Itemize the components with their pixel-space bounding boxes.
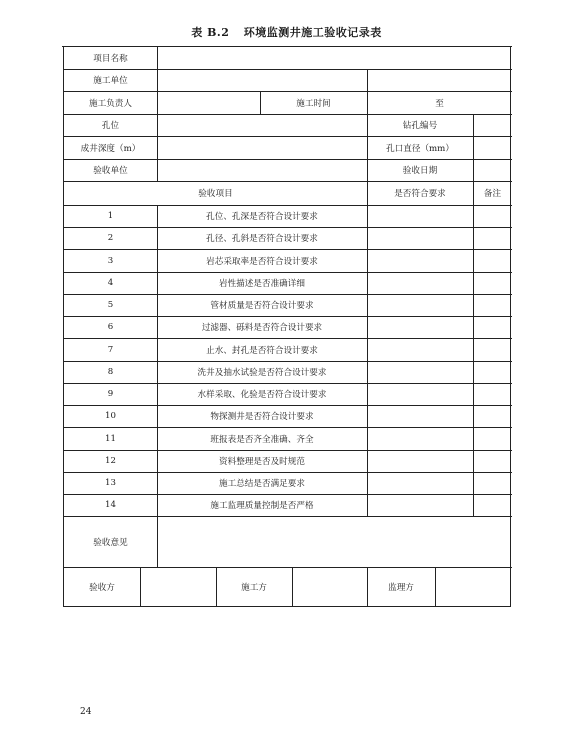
- page-number: 24: [80, 707, 92, 717]
- column-header-item: 验收项目: [198, 189, 233, 199]
- column-header-remarks: 备注: [483, 189, 502, 199]
- table-code: 表 B.2: [191, 26, 230, 39]
- label-acceptance-date: 验收日期: [402, 166, 438, 176]
- label-construction-unit: 施工单位: [93, 76, 128, 86]
- label-hole-position: 孔位: [101, 121, 120, 131]
- item-text: 岩芯采取率是否符合设计要求: [206, 256, 318, 267]
- compliance-remarks-area[interactable]: [367, 205, 512, 516]
- label-to: 至: [435, 98, 444, 109]
- field-acceptance-unit[interactable]: [157, 159, 367, 181]
- label-acceptance-party: 验收方: [89, 583, 115, 593]
- item-number: 1: [107, 211, 114, 221]
- field-construction-party-signature[interactable]: [292, 567, 367, 607]
- field-supervision-party-signature[interactable]: [435, 567, 512, 607]
- label-hole-diameter: 孔口直径（mm）: [386, 143, 454, 154]
- label-acceptance-opinion: 验收意见: [93, 537, 128, 548]
- item-text: 管材质量是否符合设计要求: [210, 301, 314, 311]
- item-number: 2: [107, 233, 114, 243]
- item-number: 13: [105, 478, 116, 488]
- item-text: 资料整理是否及时规范: [219, 457, 305, 467]
- field-acceptance-opinion[interactable]: [157, 516, 512, 567]
- item-number: 3: [107, 255, 114, 266]
- label-supervision-party: 监理方: [388, 583, 414, 593]
- field-project-name[interactable]: [157, 47, 512, 69]
- field-acceptance-party-signature[interactable]: [140, 567, 216, 607]
- item-text: 水样采取、化验是否符合设计要求: [197, 390, 327, 400]
- title-text: 环境监测井施工验收记录表: [243, 26, 382, 39]
- item-number: 7: [107, 344, 114, 355]
- label-acceptance-unit: 验收单位: [93, 166, 128, 176]
- label-construction-time: 施工时间: [296, 98, 331, 109]
- field-hole-position[interactable]: [157, 114, 367, 136]
- field-acceptance-date[interactable]: [473, 159, 512, 181]
- item-number: 5: [107, 300, 114, 310]
- item-text: 物探测井是否符合设计要求: [210, 412, 314, 422]
- item-number: 9: [107, 389, 114, 399]
- item-number: 14: [105, 500, 116, 510]
- field-construction-unit-extra[interactable]: [367, 69, 512, 91]
- label-construction-manager: 施工负责人: [89, 98, 132, 109]
- item-text: 孔径、孔斜是否符合设计要求: [206, 234, 318, 244]
- item-text: 施工总结是否满足要求: [219, 479, 305, 489]
- item-number: 6: [107, 322, 114, 332]
- column-header-compliance: 是否符合要求: [394, 189, 446, 199]
- item-number: 8: [107, 367, 114, 377]
- item-number: 4: [107, 278, 114, 288]
- field-construction-manager[interactable]: [157, 91, 260, 114]
- field-borehole-number[interactable]: [473, 114, 512, 136]
- table-title: [0, 24, 573, 40]
- field-construction-unit[interactable]: [157, 69, 367, 91]
- label-project-name: 项目名称: [93, 54, 128, 64]
- item-number: 11: [105, 433, 116, 444]
- item-text: 止水、封孔是否符合设计要求: [206, 345, 318, 356]
- label-construction-party: 施工方: [241, 583, 267, 593]
- label-borehole-number: 钻孔编号: [402, 121, 438, 131]
- field-well-depth[interactable]: [157, 136, 367, 159]
- item-number: 12: [105, 456, 116, 466]
- item-text: 岩性描述是否准确详细: [219, 279, 305, 289]
- field-hole-diameter[interactable]: [473, 136, 512, 159]
- acceptance-record-table: [63, 47, 511, 607]
- item-text: 过滤器、砾料是否符合设计要求: [201, 323, 323, 333]
- item-number: 10: [105, 411, 116, 421]
- item-text: 施工监理质量控制是否严格: [210, 501, 314, 511]
- label-well-depth: 成井深度（m）: [80, 143, 141, 154]
- item-text: 孔位、孔深是否符合设计要求: [206, 212, 318, 222]
- item-text: 班报表是否齐全准确、齐全: [210, 434, 314, 445]
- item-text: 洗井及抽水试验是否符合设计要求: [197, 368, 327, 378]
